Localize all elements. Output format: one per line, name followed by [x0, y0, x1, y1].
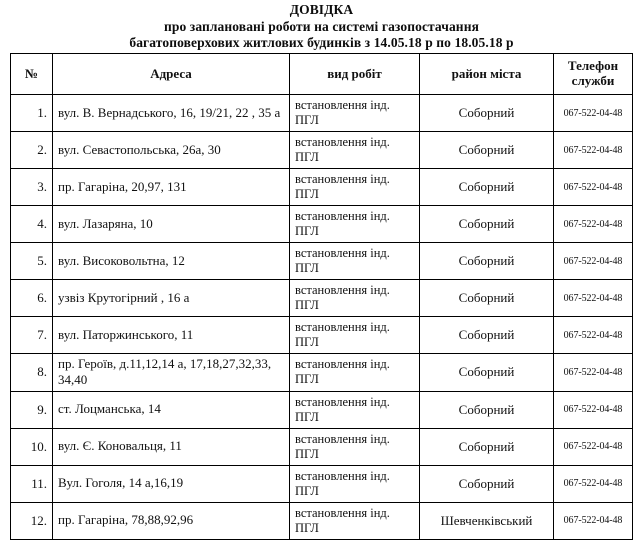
cell-address: пр. Героїв, д.11,12,14 а, 17,18,27,32,33, 34,40 [53, 354, 290, 392]
cell-work-type: встановлення інд. ПГЛ [290, 280, 420, 317]
cell-address: узвіз Крутогірний , 16 а [53, 280, 290, 317]
document-subtitle-prefix: багатоповерхових житлових будинків з [129, 34, 374, 50]
cell-work-type: встановлення інд. ПГЛ [290, 354, 420, 392]
cell-address: вул. Є. Коновальця, 11 [53, 428, 290, 465]
cell-district: Соборний [420, 391, 554, 428]
cell-phone: 067-522-04-48 [554, 95, 633, 132]
cell-district: Соборний [420, 169, 554, 206]
cell-district: Соборний [420, 95, 554, 132]
column-header-phone-line-2: служби [571, 73, 615, 88]
table-row [11, 95, 633, 132]
table-row [11, 169, 633, 206]
cell-work-type: встановлення інд. ПГЛ [290, 391, 420, 428]
cell-phone: 067-522-04-48 [554, 317, 633, 354]
document-subtitle-line-2 [0, 35, 643, 51]
cell-phone: 067-522-04-48 [554, 502, 633, 539]
table-row [11, 502, 633, 539]
cell-district: Соборний [420, 465, 554, 502]
cell-number: 7. [11, 317, 53, 354]
cell-address: вул. Лазаряна, 10 [53, 206, 290, 243]
cell-number: 11. [11, 465, 53, 502]
cell-number: 2. [11, 132, 53, 169]
table-row [11, 243, 633, 280]
table-row [11, 465, 633, 502]
table-header [11, 54, 633, 95]
cell-address: вул. Високовольтна, 12 [53, 243, 290, 280]
cell-work-type: встановлення інд. ПГЛ [290, 169, 420, 206]
cell-number: 10. [11, 428, 53, 465]
cell-district: Соборний [420, 243, 554, 280]
cell-district: Соборний [420, 317, 554, 354]
table-header-row [11, 54, 633, 95]
cell-number: 8. [11, 354, 53, 392]
table-row [11, 132, 633, 169]
cell-address: пр. Гагаріна, 20,97, 131 [53, 169, 290, 206]
column-header-phone-line-1: Телефон [567, 58, 619, 74]
table-row [11, 391, 633, 428]
cell-phone: 067-522-04-48 [554, 428, 633, 465]
cell-number: 3. [11, 169, 53, 206]
cell-phone: 067-522-04-48 [554, 465, 633, 502]
column-header-address: Адреса [53, 54, 290, 95]
cell-number: 1. [11, 95, 53, 132]
cell-work-type: встановлення інд. ПГЛ [290, 428, 420, 465]
cell-address: Вул. Гоголя, 14 а,16,19 [53, 465, 290, 502]
table-row [11, 428, 633, 465]
cell-work-type: встановлення інд. ПГЛ [290, 465, 420, 502]
cell-work-type: встановлення інд. ПГЛ [290, 243, 420, 280]
cell-work-type: встановлення інд. ПГЛ [290, 317, 420, 354]
cell-phone: 067-522-04-48 [554, 206, 633, 243]
document-title: ДОВІДКА [289, 2, 354, 17]
column-header-phone [554, 54, 633, 95]
cell-district: Шевченківський [420, 502, 554, 539]
cell-number: 12. [11, 502, 53, 539]
cell-district: Соборний [420, 132, 554, 169]
cell-district: Соборний [420, 206, 554, 243]
cell-work-type: встановлення інд. ПГЛ [290, 502, 420, 539]
works-table [10, 53, 633, 540]
cell-phone: 067-522-04-48 [554, 391, 633, 428]
cell-address: пр. Гагаріна, 78,88,92,96 [53, 502, 290, 539]
cell-phone: 067-522-04-48 [554, 132, 633, 169]
table-row [11, 280, 633, 317]
cell-work-type: встановлення інд. ПГЛ [290, 206, 420, 243]
table-row [11, 354, 633, 392]
cell-district: Соборний [420, 354, 554, 392]
cell-work-type: встановлення інд. ПГЛ [290, 95, 420, 132]
cell-number: 4. [11, 206, 53, 243]
cell-address: вул. Севастопольська, 26а, 30 [53, 132, 290, 169]
cell-address: вул. Паторжинського, 11 [53, 317, 290, 354]
cell-number: 5. [11, 243, 53, 280]
table-row [11, 206, 633, 243]
works-table-container [10, 53, 632, 540]
document-date-range: 14.05.18 р по 18.05.18 р [373, 34, 514, 50]
column-header-number: № [11, 54, 53, 95]
cell-address: ст. Лоцманська, 14 [53, 391, 290, 428]
table-body [11, 95, 633, 540]
cell-phone: 067-522-04-48 [554, 354, 633, 392]
cell-work-type: встановлення інд. ПГЛ [290, 132, 420, 169]
cell-district: Соборний [420, 280, 554, 317]
cell-district: Соборний [420, 428, 554, 465]
column-header-district: район міста [420, 54, 554, 95]
cell-phone: 067-522-04-48 [554, 280, 633, 317]
column-header-work-type: вид робіт [290, 54, 420, 95]
cell-address: вул. В. Вернадського, 16, 19/21, 22 , 35 а [53, 95, 290, 132]
cell-phone: 067-522-04-48 [554, 243, 633, 280]
cell-phone: 067-522-04-48 [554, 169, 633, 206]
cell-number: 9. [11, 391, 53, 428]
document-title-block [0, 0, 643, 51]
table-row [11, 317, 633, 354]
document-subtitle-line-1: про заплановані роботи на системі газопостачання [164, 18, 479, 34]
cell-number: 6. [11, 280, 53, 317]
